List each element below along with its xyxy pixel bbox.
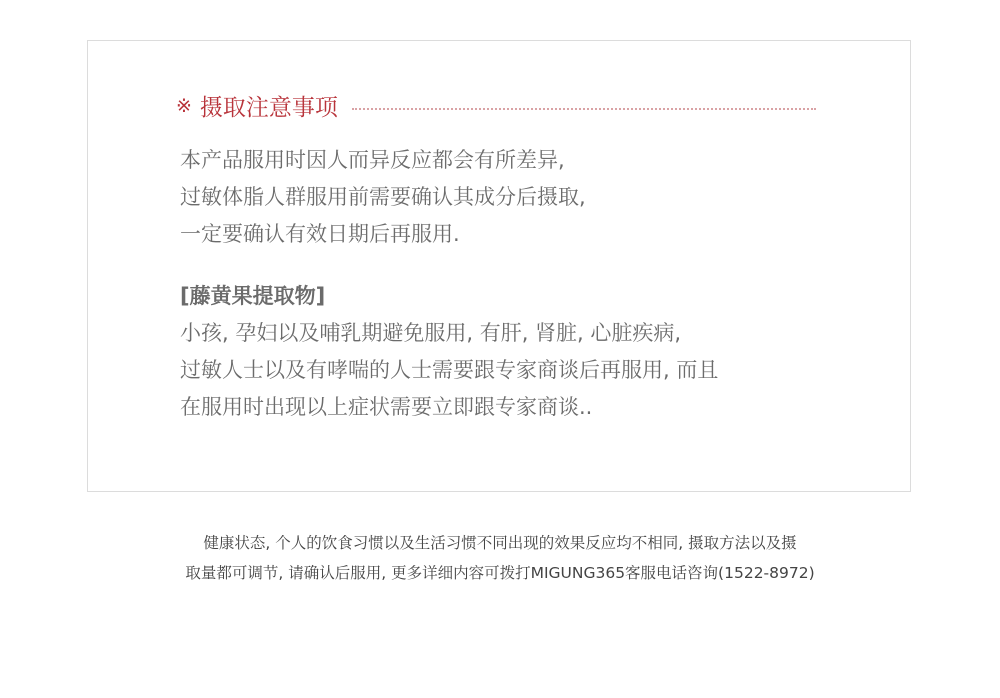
text-line: 过敏体脂人群服用前需要确认其成分后摄取, — [180, 185, 586, 209]
ingredient-title: [藤黄果提取物] — [180, 284, 326, 308]
text-line: 一定要确认有效日期后再服用. — [180, 222, 460, 246]
text-line: 过敏人士以及有哮喘的人士需要跟专家商谈后再服用, 而且 — [180, 358, 719, 382]
dotted-divider — [352, 108, 816, 110]
text-line: 在服用时出现以上症状需要立即跟专家商谈.. — [180, 395, 593, 419]
general-caution-text — [180, 142, 586, 253]
footnote-line: 取量都可调节, 请确认后服用, 更多详细内容可拨打MIGUNG365客服电话咨询(1522-8972) — [185, 564, 815, 582]
ingredient-caution-text — [180, 278, 718, 426]
text-line: 小孩, 孕妇以及哺乳期避免服用, 有肝, 肾脏, 心脏疾病, — [180, 321, 682, 345]
notice-card — [87, 40, 911, 492]
text-line: 本产品服用时因人而异反应都会有所差异, — [180, 148, 565, 172]
notice-title: 摄取注意事项 — [199, 95, 338, 121]
footnote — [0, 528, 1000, 588]
footnote-line: 健康状态, 个人的饮食习惯以及生活习惯不同出现的效果反应均不相同, 摄取方法以及摄 — [203, 534, 797, 552]
reference-mark-icon: ※ — [176, 94, 192, 117]
notice-heading — [176, 89, 816, 122]
